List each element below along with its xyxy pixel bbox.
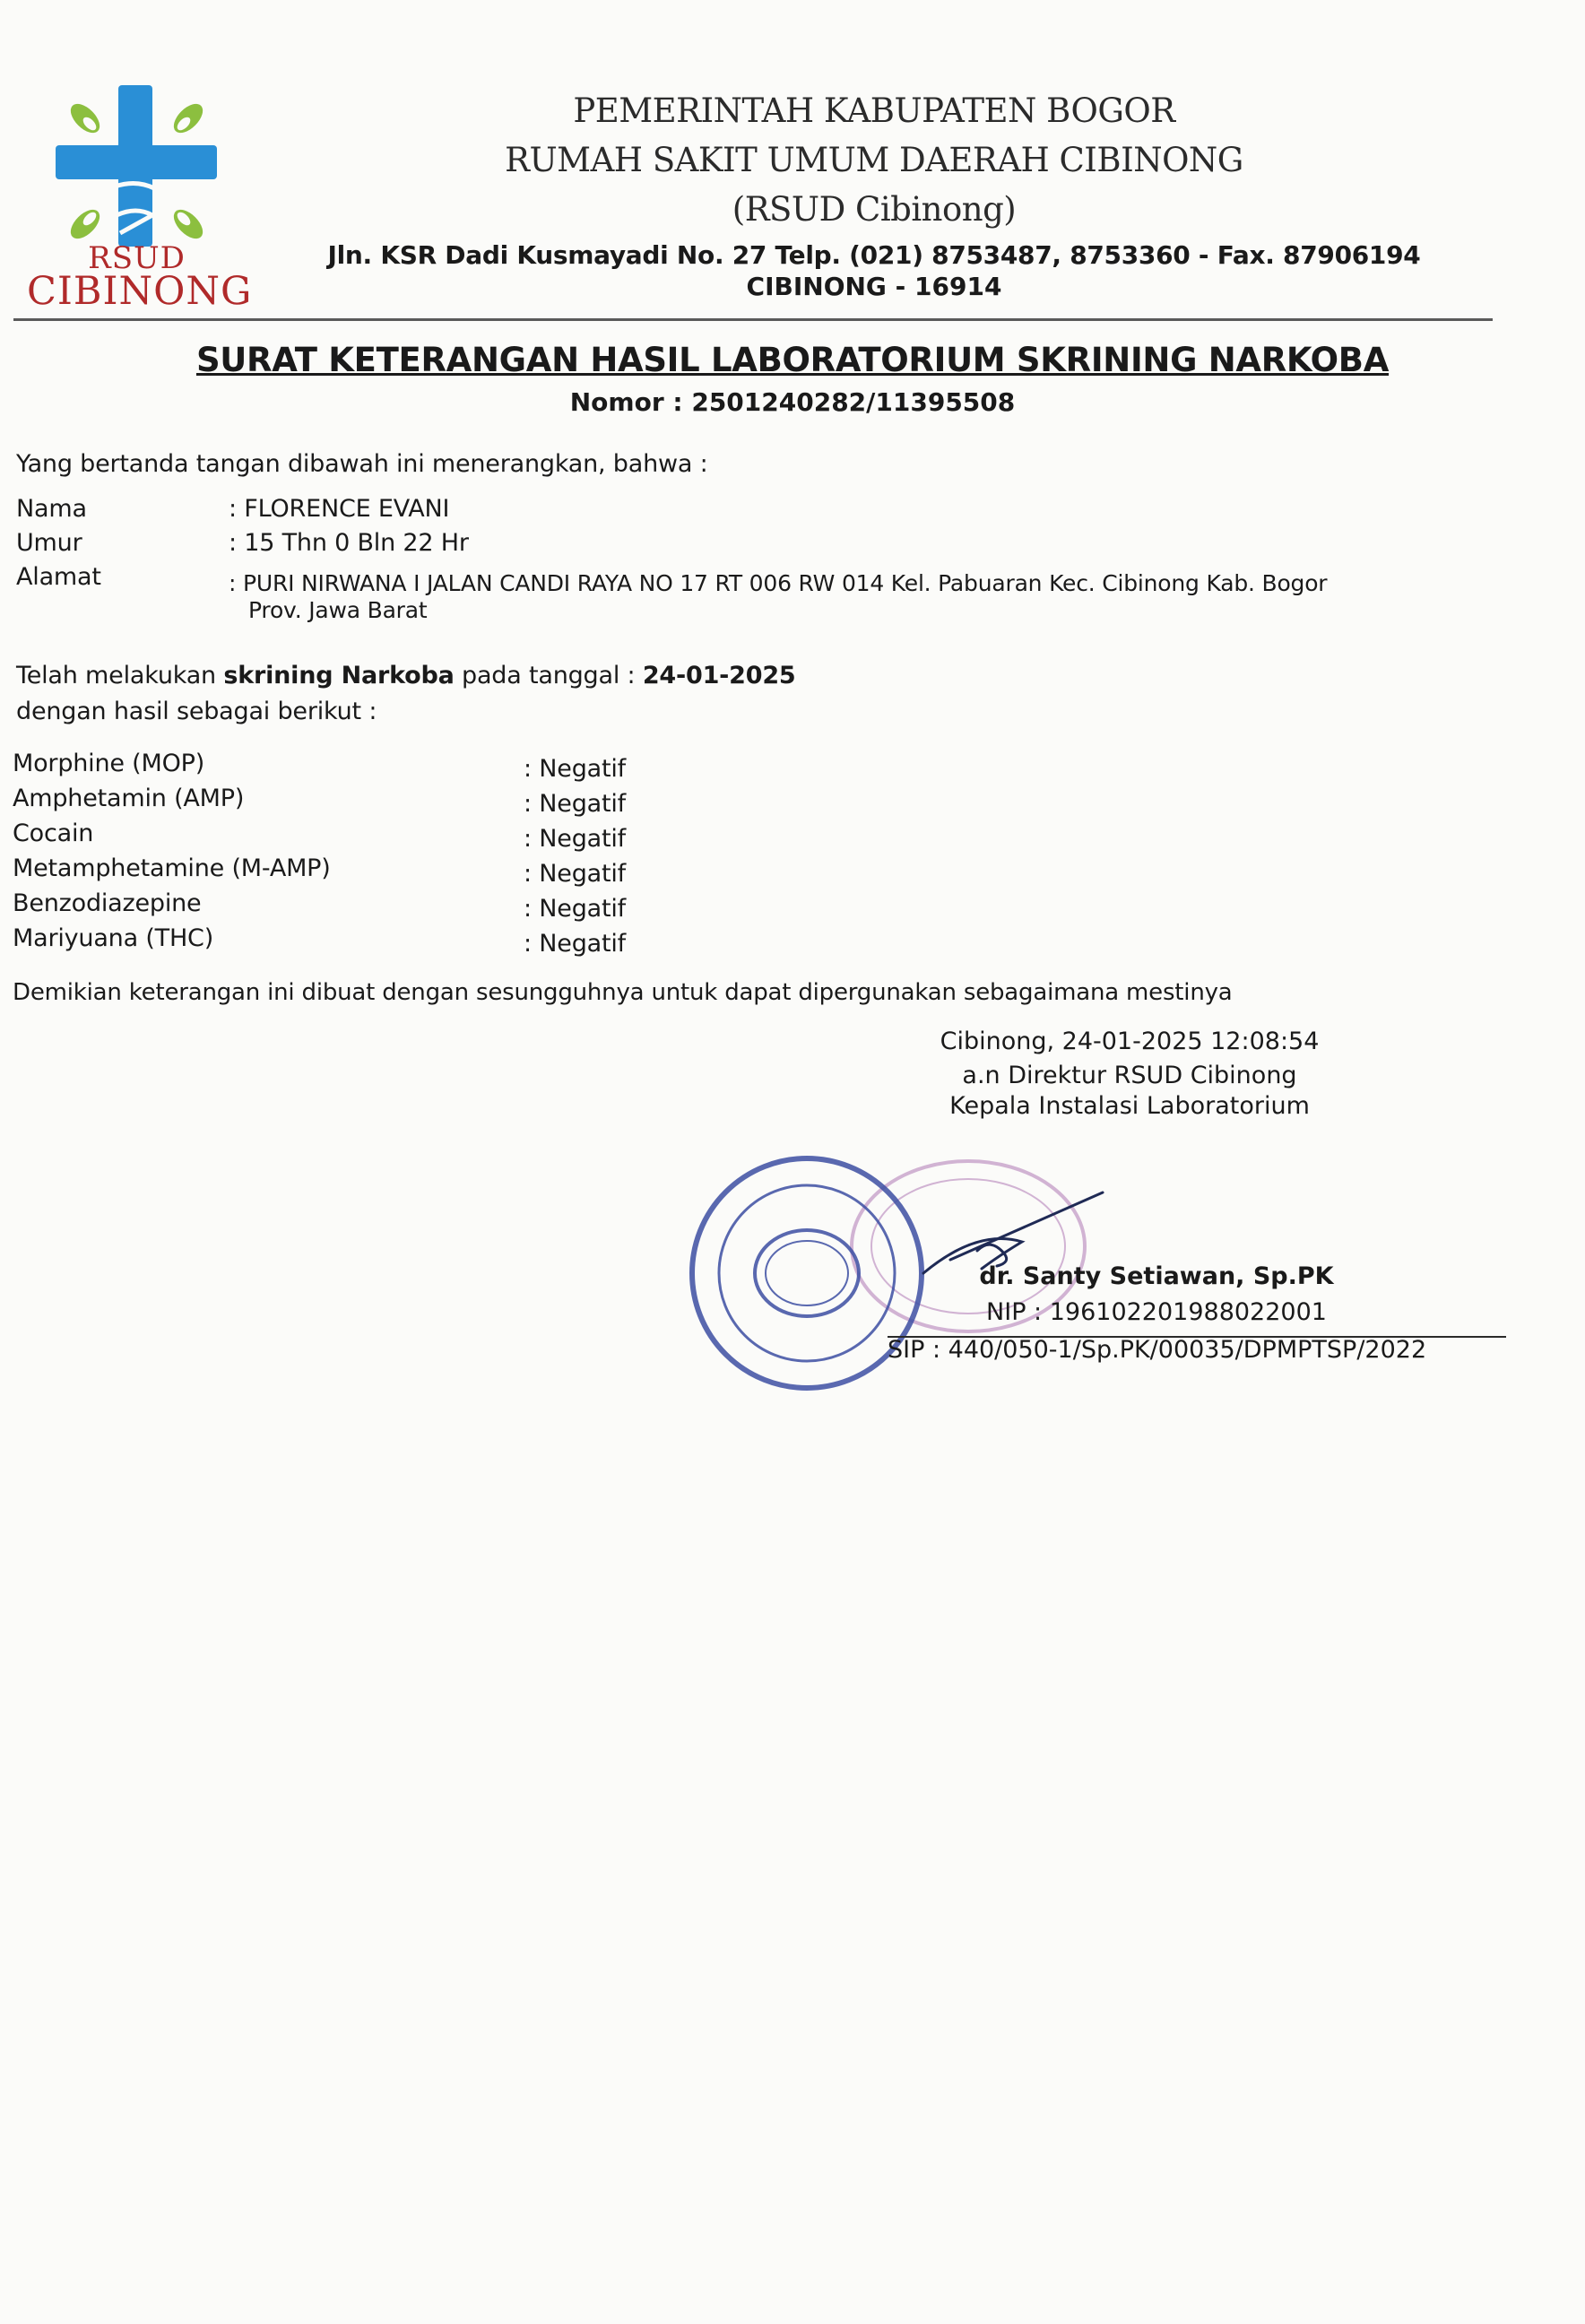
header-hospital-name: RUMAH SAKIT UMUM DAERAH CIBINONG bbox=[505, 141, 1243, 179]
screening-prefix: Telah melakukan bbox=[16, 662, 224, 689]
address-value-line-2: Prov. Jawa Barat bbox=[248, 597, 428, 623]
logo-text-cibinong: CIBINONG bbox=[27, 269, 253, 314]
signatory-sip: SIP : 440/050-1/Sp.PK/00035/DPMPTSP/2022 bbox=[888, 1336, 1427, 1364]
intro-text: Yang bertanda tangan dibawah ini menerangkan, bahwa : bbox=[16, 450, 708, 478]
closing-statement: Demikian keterangan ini dibuat dengan sesungguhnya untuk dapat dipergunakan sebagaimana mestinya bbox=[13, 979, 1233, 1006]
result-test-mariyuana: Mariyuana (THC) bbox=[13, 924, 214, 952]
age-value: : 15 Thn 0 Bln 22 Hr bbox=[229, 529, 469, 557]
result-intro: dengan hasil sebagai berikut : bbox=[16, 698, 377, 725]
header-hospital-abbr: (RSUD Cibinong) bbox=[732, 190, 1017, 229]
document-number: Nomor : 2501240282/11395508 bbox=[569, 387, 1016, 417]
name-label: Nama bbox=[16, 495, 87, 523]
screening-date: 24-01-2025 bbox=[642, 662, 796, 689]
result-test-benzodiazepine: Benzodiazepine bbox=[13, 889, 202, 917]
address-label: Alamat bbox=[16, 563, 101, 591]
screening-statement bbox=[16, 662, 796, 689]
result-value-mariyuana: : Negatif bbox=[524, 930, 626, 958]
result-value-amphetamin: : Negatif bbox=[524, 790, 626, 818]
result-test-amphetamin: Amphetamin (AMP) bbox=[13, 785, 245, 812]
result-test-metamphetamine: Metamphetamine (M-AMP) bbox=[13, 854, 331, 882]
screening-middle: pada tanggal : bbox=[454, 662, 643, 689]
header-address: Jln. KSR Dadi Kusmayadi No. 27 Telp. (021) 8753487, 8753360 - Fax. 87906194 bbox=[327, 240, 1421, 270]
result-test-morphine: Morphine (MOP) bbox=[13, 750, 205, 777]
document-title: SURAT KETERANGAN HASIL LABORATORIUM SKRINING NARKOBA bbox=[195, 341, 1390, 379]
header-divider bbox=[13, 318, 1493, 321]
header-city-postal: CIBINONG - 16914 bbox=[746, 272, 1002, 301]
signature-place-datetime: Cibinong, 24-01-2025 12:08:54 bbox=[940, 1028, 1320, 1055]
signatory-name: dr. Santy Setiawan, Sp.PK bbox=[979, 1262, 1334, 1290]
signature-position: Kepala Instalasi Laboratorium bbox=[949, 1092, 1310, 1120]
screening-term: skrining Narkoba bbox=[223, 662, 455, 689]
result-value-cocain: : Negatif bbox=[524, 825, 626, 853]
age-label: Umur bbox=[16, 529, 82, 557]
logo-text-rsud: RSUD bbox=[88, 240, 186, 276]
result-value-metamphetamine: : Negatif bbox=[524, 860, 626, 888]
result-test-cocain: Cocain bbox=[13, 819, 94, 847]
signature-on-behalf: a.n Direktur RSUD Cibinong bbox=[962, 1062, 1297, 1089]
header-government: PEMERINTAH KABUPATEN BOGOR bbox=[573, 91, 1175, 130]
result-value-benzodiazepine: : Negatif bbox=[524, 895, 626, 923]
address-value-line-1: : PURI NIRWANA I JALAN CANDI RAYA NO 17 RT 006 RW 014 Kel. Pabuaran Kec. Cibinong Kab. Bogor bbox=[229, 570, 1328, 596]
signatory-nip: NIP : 196102201988022001 bbox=[986, 1298, 1327, 1326]
name-value: : FLORENCE EVANI bbox=[229, 495, 450, 523]
result-value-morphine: : Negatif bbox=[524, 755, 626, 783]
